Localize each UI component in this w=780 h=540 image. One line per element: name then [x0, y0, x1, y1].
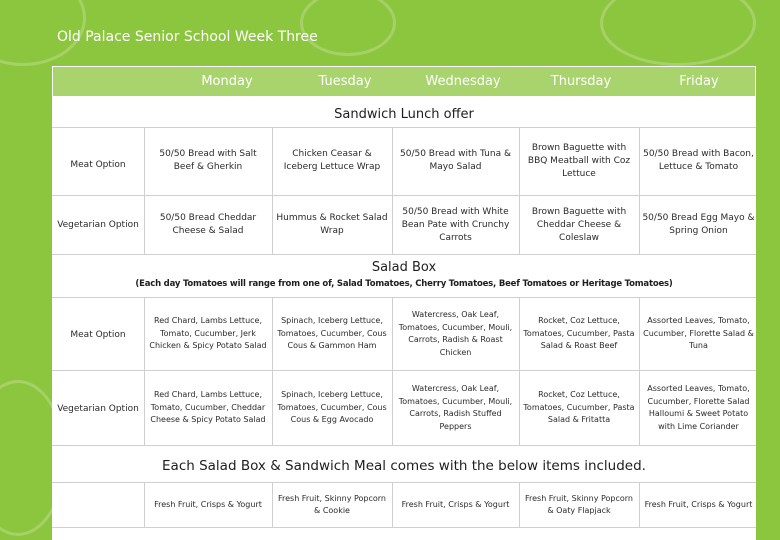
grid-line — [519, 127, 520, 254]
page-title: Old Palace Senior School Week Three — [57, 29, 318, 45]
grid-line — [639, 127, 640, 254]
sandwich-veg-wednesday: 50/50 Bread with White Bean Pate with Crunchy Carrots — [401, 206, 510, 243]
grid-line — [272, 482, 273, 527]
grid-line — [392, 297, 393, 445]
included-wednesday: Fresh Fruit, Crisps & Yogurt — [401, 499, 510, 509]
salad-veg-monday: Red Chard, Lambs Lettuce, Tomato, Cucumber, Cheddar Cheese & Spicy Potato Salad — [150, 390, 266, 425]
grid-line — [52, 297, 756, 298]
day-header-monday: Monday — [201, 74, 253, 89]
salad-veg-friday: Assorted Leaves, Tomato, Cucumber, Florette Salad Halloumi & Sweet Potato with Lime Coriander — [647, 384, 750, 431]
row-label-vegetarian-option: Vegetarian Option — [57, 404, 139, 414]
grid-line — [52, 127, 756, 128]
grid-line — [639, 297, 640, 445]
salad-meat-friday: Assorted Leaves, Tomato, Cucumber, Florette Salad & Tuna — [643, 316, 754, 351]
row-label-meat-option: Meat Option — [70, 160, 126, 170]
included-friday: Fresh Fruit, Crisps & Yogurt — [644, 499, 753, 509]
salad-meat-wednesday: Watercress, Oak Leaf, Tomatoes, Cucumber, Mouli, Carrots, Radish & Roast Chicken — [398, 310, 513, 357]
salad-meat-thursday: Rocket, Coz Lettuce, Tomatoes, Cucumber, Pasta Salad & Roast Beef — [523, 316, 635, 351]
included-thursday: Fresh Fruit, Skinny Popcorn & Oaty Flapjack — [524, 493, 634, 515]
grid-line — [272, 297, 273, 445]
sandwich-meat-wednesday: 50/50 Bread with Tuna & Mayo Salad — [400, 149, 511, 172]
salad-meat-monday: Red Chard, Lambs Lettuce, Tomato, Cucumber, Jerk Chicken & Spicy Potato Salad — [149, 316, 267, 351]
grid-line — [519, 297, 520, 445]
salad-veg-wednesday: Watercress, Oak Leaf, Tomatoes, Cucumber, Mouli, Carrots, Radish Stuffed Peppers — [398, 384, 513, 431]
tomato-note: (Each day Tomatoes will range from one of, Salad Tomatoes, Cherry Tomatoes, Beef Tomatoes or Heritage Tomatoes) — [135, 279, 673, 289]
grid-line — [144, 297, 145, 445]
menu-table — [52, 97, 756, 540]
sandwich-meat-monday: 50/50 Bread with Salt Beef & Gherkin — [159, 149, 257, 172]
included-heading: Each Salad Box & Sandwich Meal comes with the below items included. — [162, 458, 646, 474]
grid-line — [52, 445, 756, 446]
grid-line — [144, 127, 145, 254]
grid-line — [52, 482, 756, 483]
grid-line — [144, 482, 145, 527]
row-label-vegetarian-option: Vegetarian Option — [57, 220, 139, 230]
sandwich-meat-tuesday: Chicken Ceasar & Iceberg Lettuce Wrap — [283, 149, 381, 172]
grid-line — [52, 370, 756, 371]
salad-meat-tuesday: Spinach, Iceberg Lettuce, Tomatoes, Cucumber, Cous Cous & Gammon Ham — [277, 316, 387, 351]
sandwich-veg-tuesday: Hummus & Rocket Salad Wrap — [276, 213, 388, 236]
sandwich-veg-friday: 50/50 Bread Egg Mayo & Spring Onion — [642, 213, 755, 236]
grid-line — [392, 482, 393, 527]
grid-line — [519, 482, 520, 527]
day-header-tuesday: Tuesday — [318, 74, 372, 89]
day-header-friday: Friday — [679, 74, 719, 89]
grid-line — [639, 482, 640, 527]
grid-line — [52, 254, 756, 255]
grid-line — [52, 527, 756, 528]
sandwich-meat-thursday: Brown Baguette with BBQ Meatball with Coz Lettuce — [527, 142, 631, 179]
day-header-row — [52, 66, 756, 97]
day-header-wednesday: Wednesday — [425, 74, 501, 89]
sandwich-meat-friday: 50/50 Bread with Bacon, Lettuce & Tomato — [643, 149, 754, 172]
salad-veg-tuesday: Spinach, Iceberg Lettuce, Tomatoes, Cucumber, Cous Cous & Egg Avocado — [277, 390, 387, 425]
included-tuesday: Fresh Fruit, Skinny Popcorn & Cookie — [277, 493, 387, 515]
grid-line — [272, 127, 273, 254]
salad-box-heading: Salad Box — [371, 260, 437, 275]
salad-veg-thursday: Rocket, Coz Lettuce, Tomatoes, Cucumber, Pasta Salad & Fritatta — [523, 390, 635, 425]
sandwich-veg-thursday: Brown Baguette with Cheddar Cheese & Coleslaw — [531, 206, 627, 243]
included-monday: Fresh Fruit, Crisps & Yogurt — [154, 499, 262, 509]
background-leaf-decoration — [300, 0, 396, 56]
day-header-thursday: Thursday — [550, 74, 612, 89]
grid-line — [52, 195, 756, 196]
sandwich-veg-monday: 50/50 Bread Cheddar Cheese & Salad — [159, 213, 257, 236]
sandwich-heading: Sandwich Lunch offer — [334, 107, 474, 122]
background-leaf-decoration — [600, 0, 756, 66]
row-label-meat-option: Meat Option — [70, 330, 126, 340]
grid-line — [392, 127, 393, 254]
